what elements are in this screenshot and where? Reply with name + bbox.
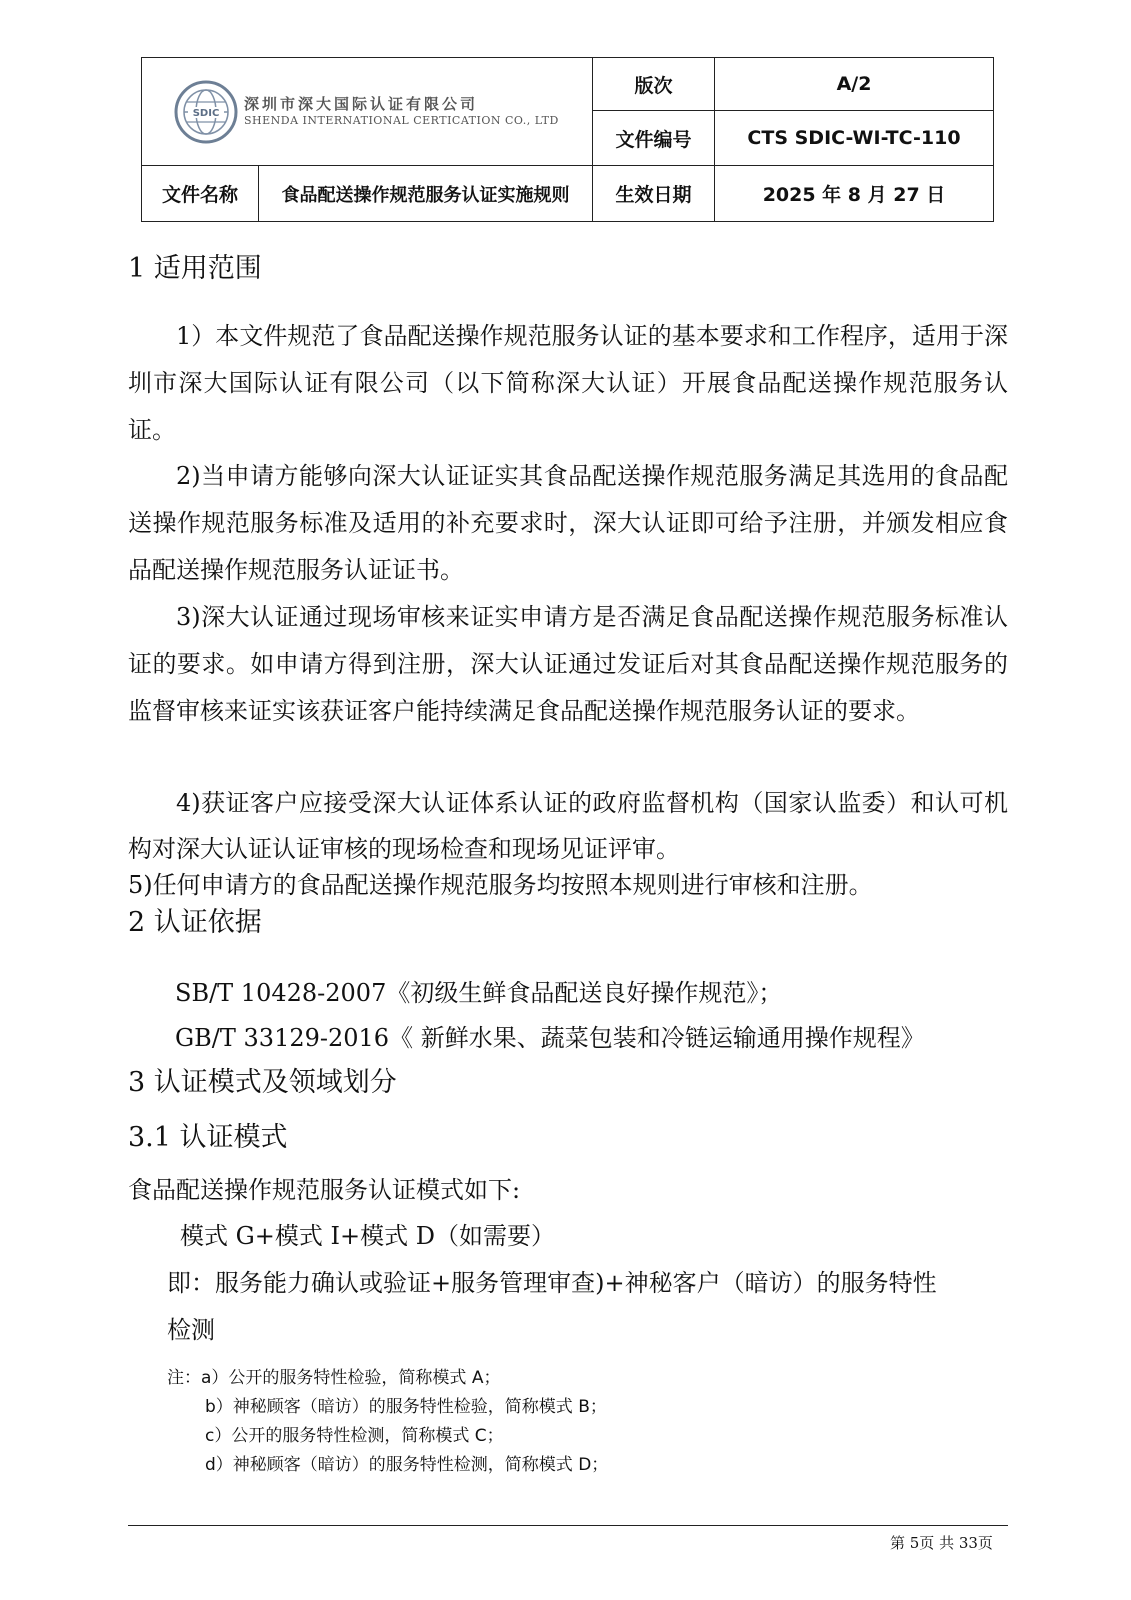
mode-intro: 食品配送操作规范服务认证模式如下: [128, 1176, 521, 1204]
note-d: d）神秘顾客（暗访）的服务特性检测，简称模式 D； [205, 1455, 609, 1475]
section-1-paragraph-3: 3)深大认证通过现场审核来证实申请方是否满足食品配送操作规范服务标准认证的要求。如申请方得到注册，深大认证通过发证后对其食品配送操作规范服务的监督审核来证实该获证客户能持续满足食品配送操作规范服务认证的要求。 [128, 603, 1008, 725]
company-name-cn: 深圳市深大国际认证有限公司 [244, 94, 479, 113]
effective-date-label: 生效日期 [593, 166, 715, 222]
doc-name-label: 文件名称 [142, 166, 259, 222]
section-1-title: 1 适用范围 [128, 253, 262, 284]
note-b: b）神秘顾客（暗访）的服务特性检验，简称模式 B； [205, 1397, 607, 1417]
doc-name-value: 食品配送操作规范服务认证实施规则 [259, 166, 593, 222]
version-label: 版次 [593, 58, 715, 111]
company-name-en: SHENDA INTERNATIONAL CERTICATION CO., LTD [244, 114, 559, 128]
standard-1: SB/T 10428-2007《初级生鲜食品配送良好操作规范》； [175, 979, 783, 1007]
effective-date-value: 2025 年 8 月 27 日 [715, 166, 994, 222]
page-number: 第 5页 共 33页 [890, 1534, 993, 1552]
note-c: c）公开的服务特性检测，简称模式 C； [205, 1426, 504, 1446]
company-logo-cell [142, 58, 593, 166]
doc-no-label: 文件编号 [593, 111, 715, 166]
mode-explain-line-2: 检测 [167, 1316, 215, 1344]
mode-formula: 模式 G+模式 I+模式 D（如需要） [180, 1222, 555, 1250]
section-3-title: 3 认证模式及领域划分 [128, 1067, 397, 1098]
section-1-paragraph-1: 1）本文件规范了食品配送操作规范服务认证的基本要求和工作程序，适用于深圳市深大国际认证有限公司（以下简称深大认证）开展食品配送操作规范服务认证。 [128, 322, 1008, 444]
document-header-table [141, 57, 994, 222]
footer-divider [128, 1525, 1008, 1526]
section-1-paragraph-5: 5)任何申请方的食品配送操作规范服务均按照本规则进行审核和注册。 [128, 871, 873, 899]
section-1-paragraph-2: 2)当申请方能够向深大认证证实其食品配送操作规范服务满足其选用的食品配送操作规范服务标准及适用的补充要求时，深大认证即可给予注册，并颁发相应食品配送操作规范服务认证证书。 [128, 462, 1008, 584]
logo-text: SDIC [192, 107, 220, 119]
doc-no-value: CTS SDIC-WI-TC-110 [715, 111, 994, 166]
company-logo-icon [174, 80, 238, 144]
note-a: 注：a）公开的服务特性检验，简称模式 A； [167, 1368, 501, 1388]
section-3-1-title: 3.1 认证模式 [128, 1122, 288, 1153]
mode-explain-line-1: 即：服务能力确认或验证+服务管理审查)+神秘客户（暗访）的服务特性 [167, 1269, 937, 1297]
standard-2: GB/T 33129-2016《 新鲜水果、蔬菜包装和冷链运输通用操作规程》 [175, 1024, 925, 1052]
version-value: A/2 [715, 58, 994, 111]
section-1-paragraph-4: 4)获证客户应接受深大认证体系认证的政府监督机构（国家认监委）和认可机构对深大认证认证审核的现场检查和现场见证评审。 [128, 789, 1008, 863]
section-2-title: 2 认证依据 [128, 907, 262, 938]
